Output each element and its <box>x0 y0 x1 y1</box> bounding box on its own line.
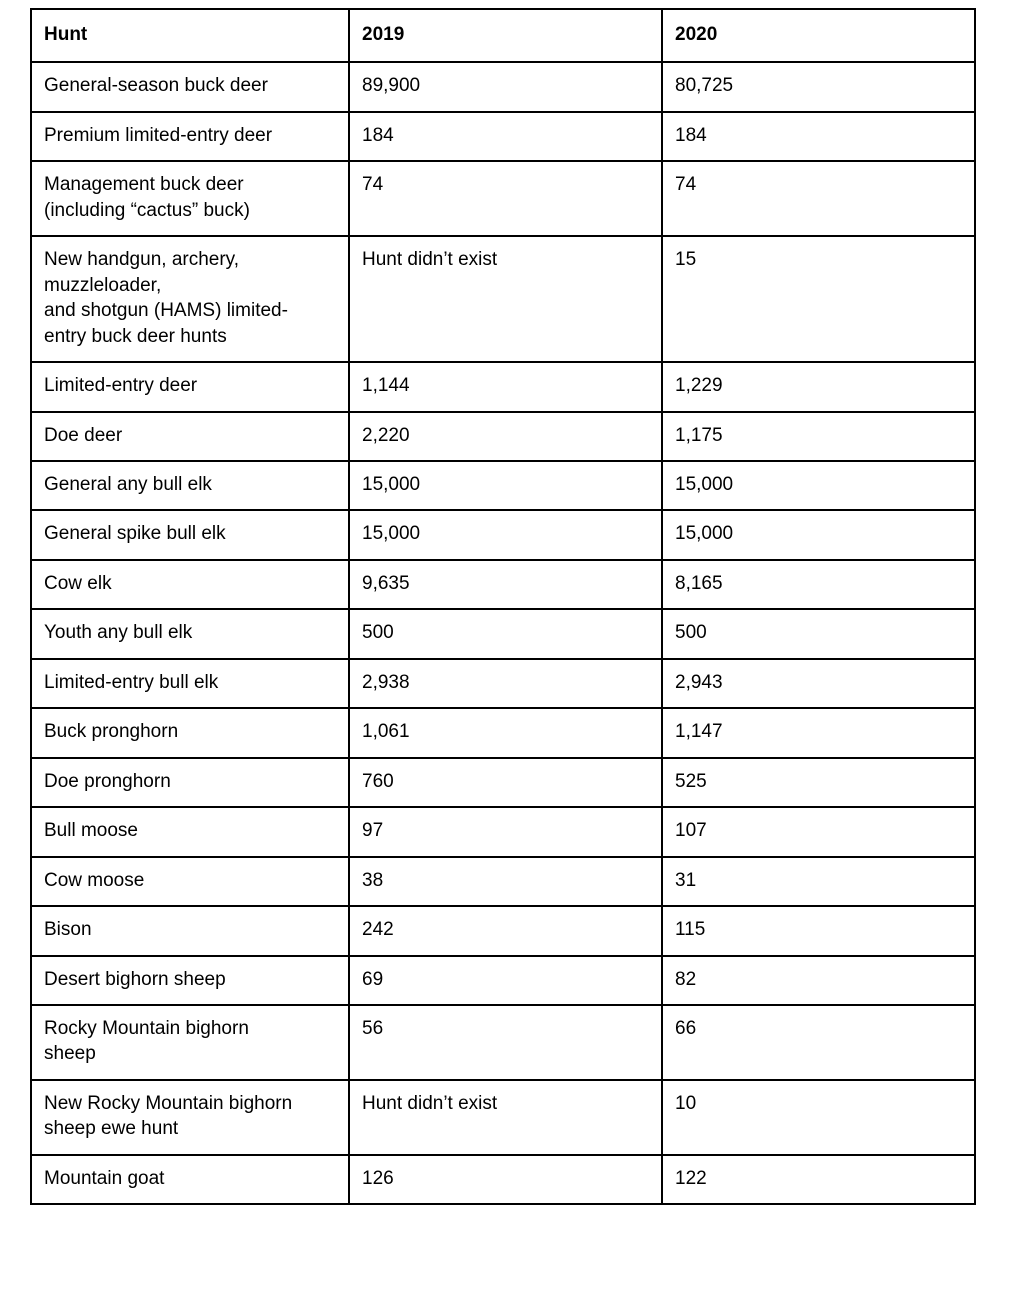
cell-2019: 15,000 <box>349 461 662 510</box>
table-row <box>31 161 975 236</box>
cell-2019: Hunt didn’t exist <box>349 1080 662 1155</box>
cell-hunt-text <box>44 521 336 546</box>
cell-hunt-line: (including “cactus” buck) <box>44 199 250 221</box>
cell-hunt <box>31 1155 349 1204</box>
column-header-hunt: Hunt <box>31 9 349 62</box>
cell-hunt-line: Doe pronghorn <box>44 770 171 792</box>
cell-hunt-line: Limited-entry bull elk <box>44 671 219 693</box>
cell-2020: 80,725 <box>662 62 975 111</box>
cell-hunt-line: Buck pronghorn <box>44 721 179 743</box>
cell-hunt-text <box>44 769 336 794</box>
table-row <box>31 1080 975 1155</box>
cell-hunt <box>31 161 349 236</box>
table-row <box>31 1005 975 1080</box>
cell-hunt-text <box>44 670 336 695</box>
cell-hunt-text <box>44 247 336 349</box>
cell-2020: 74 <box>662 161 975 236</box>
cell-hunt <box>31 62 349 111</box>
cell-hunt-text <box>44 73 336 98</box>
cell-hunt <box>31 857 349 906</box>
cell-2020: 15,000 <box>662 461 975 510</box>
table-row <box>31 510 975 559</box>
cell-hunt-text <box>44 472 336 497</box>
cell-hunt-line: Management buck deer <box>44 174 244 196</box>
cell-2019: 760 <box>349 758 662 807</box>
cell-hunt-line: muzzleloader, <box>44 274 162 296</box>
cell-2019: 500 <box>349 609 662 658</box>
table-row <box>31 708 975 757</box>
cell-hunt <box>31 362 349 411</box>
cell-hunt-line: sheep ewe hunt <box>44 1118 179 1140</box>
cell-2020: 82 <box>662 956 975 1005</box>
cell-hunt-line: Bison <box>44 919 92 941</box>
cell-hunt <box>31 461 349 510</box>
cell-hunt-text <box>44 172 336 223</box>
cell-hunt-text <box>44 373 336 398</box>
cell-hunt <box>31 236 349 362</box>
cell-hunt-line: Youth any bull elk <box>44 622 193 644</box>
cell-2020: 184 <box>662 112 975 161</box>
cell-hunt-text <box>44 868 336 893</box>
cell-2020: 10 <box>662 1080 975 1155</box>
cell-2020: 525 <box>662 758 975 807</box>
cell-2019: 89,900 <box>349 62 662 111</box>
column-header-2019: 2019 <box>349 9 662 62</box>
table-row <box>31 906 975 955</box>
cell-2019: 56 <box>349 1005 662 1080</box>
column-header-2020: 2020 <box>662 9 975 62</box>
cell-2019: 9,635 <box>349 560 662 609</box>
table-header-row <box>31 9 975 62</box>
table-row <box>31 362 975 411</box>
cell-hunt <box>31 1080 349 1155</box>
cell-hunt <box>31 708 349 757</box>
cell-2020: 1,147 <box>662 708 975 757</box>
cell-hunt-line: New handgun, archery, <box>44 249 240 271</box>
table-header <box>31 9 975 62</box>
cell-hunt <box>31 807 349 856</box>
cell-2019: 2,220 <box>349 412 662 461</box>
cell-2019: 15,000 <box>349 510 662 559</box>
cell-2020: 15,000 <box>662 510 975 559</box>
cell-hunt <box>31 906 349 955</box>
cell-hunt-text <box>44 1016 336 1067</box>
cell-2019: 184 <box>349 112 662 161</box>
table-row <box>31 807 975 856</box>
cell-hunt-line: Mountain goat <box>44 1167 165 1189</box>
cell-2020: 122 <box>662 1155 975 1204</box>
cell-2020: 500 <box>662 609 975 658</box>
table-row <box>31 112 975 161</box>
cell-hunt <box>31 112 349 161</box>
cell-hunt-text <box>44 620 336 645</box>
cell-2019: 1,144 <box>349 362 662 411</box>
cell-hunt-line: New Rocky Mountain bighorn <box>44 1092 293 1114</box>
cell-hunt <box>31 510 349 559</box>
cell-2019: 2,938 <box>349 659 662 708</box>
cell-hunt-text <box>44 967 336 992</box>
table-row <box>31 857 975 906</box>
cell-hunt-line: Cow moose <box>44 869 145 891</box>
cell-hunt-text <box>44 1091 336 1142</box>
table-row <box>31 758 975 807</box>
cell-hunt <box>31 659 349 708</box>
table-row <box>31 1155 975 1204</box>
cell-2020: 107 <box>662 807 975 856</box>
table-row <box>31 659 975 708</box>
cell-hunt-line: General-season buck deer <box>44 75 268 97</box>
cell-hunt-text <box>44 571 336 596</box>
cell-hunt <box>31 609 349 658</box>
hunt-permits-table <box>30 8 976 1205</box>
cell-hunt-line: Desert bighorn sheep <box>44 968 226 990</box>
cell-2019: 97 <box>349 807 662 856</box>
cell-hunt-line: General spike bull elk <box>44 523 226 545</box>
cell-2020: 66 <box>662 1005 975 1080</box>
cell-hunt-text <box>44 917 336 942</box>
cell-hunt <box>31 758 349 807</box>
cell-2019: 38 <box>349 857 662 906</box>
cell-2019: 69 <box>349 956 662 1005</box>
cell-2020: 15 <box>662 236 975 362</box>
cell-hunt-line: and shotgun (HAMS) limited- <box>44 300 288 322</box>
cell-2020: 1,175 <box>662 412 975 461</box>
cell-2019: 242 <box>349 906 662 955</box>
table-row <box>31 956 975 1005</box>
table-body <box>31 62 975 1204</box>
cell-2019: 126 <box>349 1155 662 1204</box>
cell-hunt <box>31 956 349 1005</box>
table-row <box>31 609 975 658</box>
cell-2020: 8,165 <box>662 560 975 609</box>
cell-hunt-line: Doe deer <box>44 424 123 446</box>
cell-hunt-line: Premium limited-entry deer <box>44 124 273 146</box>
cell-2019: 74 <box>349 161 662 236</box>
cell-hunt-text <box>44 1166 336 1191</box>
table-row <box>31 560 975 609</box>
cell-2020: 115 <box>662 906 975 955</box>
cell-2020: 31 <box>662 857 975 906</box>
cell-hunt-line: entry buck deer hunts <box>44 325 227 347</box>
table-row <box>31 412 975 461</box>
cell-hunt-line: sheep <box>44 1043 96 1065</box>
cell-hunt-text <box>44 423 336 448</box>
cell-hunt-text <box>44 123 336 148</box>
cell-2019: 1,061 <box>349 708 662 757</box>
table-row <box>31 236 975 362</box>
table-row <box>31 62 975 111</box>
cell-hunt-text <box>44 818 336 843</box>
cell-2019: Hunt didn’t exist <box>349 236 662 362</box>
cell-hunt <box>31 560 349 609</box>
cell-2020: 1,229 <box>662 362 975 411</box>
table-row <box>31 461 975 510</box>
cell-hunt-line: Cow elk <box>44 572 112 594</box>
cell-hunt-line: Rocky Mountain bighorn <box>44 1017 249 1039</box>
cell-hunt-line: General any bull elk <box>44 473 212 495</box>
cell-hunt-text <box>44 719 336 744</box>
cell-hunt <box>31 1005 349 1080</box>
cell-hunt-line: Bull moose <box>44 820 138 842</box>
cell-hunt-line: Limited-entry deer <box>44 375 198 397</box>
cell-2020: 2,943 <box>662 659 975 708</box>
cell-hunt <box>31 412 349 461</box>
